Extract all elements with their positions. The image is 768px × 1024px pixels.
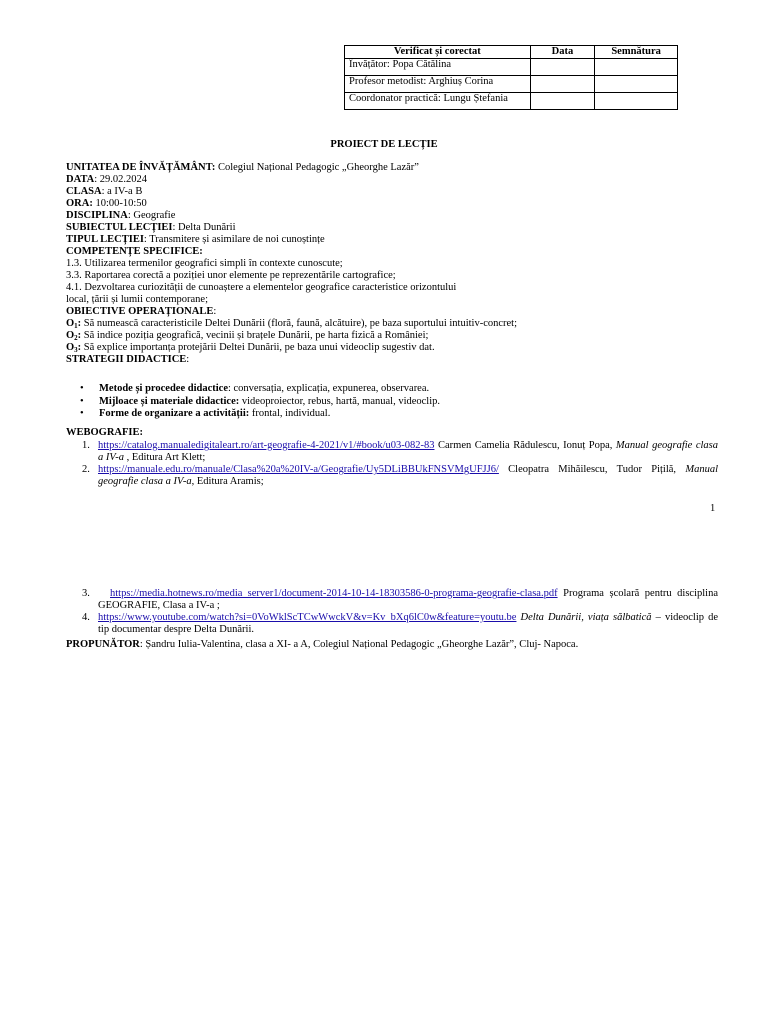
list-item: 3. https://media.hotnews.ro/media_server1/document-2014-10-14-18303586-0-programa-geografie-clasa.pdf Programa școlară pentru disciplina GEOGRAFIE, Clasa a IV-a ; (82, 588, 718, 611)
bullet-icon: • (80, 408, 84, 420)
section-heading: WEBOGRAFIE: (66, 427, 144, 438)
field-label: UNITATEA DE ÎNVĂȚĂMÂNT: (66, 162, 216, 173)
author-line: PROPUNĂTOR: Șandru Iulia-Valentina, clasa a XI- a A, Colegiul Național Pedagogic „Gheorghe Lazăr”, Cluj- Napoca. (66, 639, 579, 650)
field-tip (66, 234, 721, 246)
section-heading: STRATEGII DIDACTICE: (66, 354, 190, 365)
list-item: • Metode și procedee didactice: conversația, explicația, expunerea, observarea. (80, 383, 430, 394)
field-disciplina (66, 210, 721, 222)
reference-link[interactable]: https://manuale.edu.ro/manuale/Clasa%20a%20IV-a/Geografie/Uy5DLiBBUkFNSVMgUFJJ6/ (98, 464, 499, 475)
field-value: Colegiul Național Pedagogic „Gheorghe Lazăr” (215, 162, 419, 173)
item-number: 4. (82, 612, 90, 623)
competence-line: 4.1. Dezvoltarea curiozității de cunoaștere a elementelor geografice caracteristice orizontului (66, 282, 457, 293)
objective-item: $O_3$: Să explice importanța protejării Deltei Dunării, pe baza unui videoclip sugestiv dat. (66, 342, 435, 354)
field-value: : Delta Dunării (172, 222, 236, 233)
item-number: 3. (82, 588, 90, 599)
field-value: : a IV-a B (101, 186, 143, 197)
bullet-icon: • (80, 383, 84, 394)
objective-item: $O_2$: Să indice poziția geografică, vecinii și brațele Dunării, pe harta fizică a României; (66, 330, 429, 342)
page-title: PROIECT DE LECȚIE (330, 139, 438, 150)
reference-link[interactable]: https://www.youtube.com/watch?si=0VoWklScTCwWwckV&v=Kv_bXq6lC0w&feature=youtu.be (98, 612, 517, 623)
table-header-cell: Data (530, 46, 595, 59)
table-row (345, 93, 678, 110)
list-item: • Forme de organizare a activității: frontal, individual. (80, 408, 331, 420)
bullet-icon: • (80, 395, 84, 407)
field-subiect (66, 222, 721, 234)
section-heading: OBIECTIVE OPERAȚIONALE: (66, 306, 217, 317)
table-header-cell: Verificat și corectat (345, 46, 531, 59)
table-cell (530, 59, 595, 76)
strategies-list (66, 383, 706, 421)
competence-line: local, țării și lumii contemporane; (66, 294, 209, 305)
item-number: 1. (82, 440, 90, 451)
field-value: : Transmitere și asimilare de noi cunoștințe (143, 234, 325, 245)
table-cell (595, 76, 678, 93)
table-header-row (345, 46, 678, 59)
objective-item: $O_1$: Să numească caracteristicile Deltei Dunării (floră, faună, alcătuire), pe baza suportului intuitiv-concret; (66, 318, 518, 330)
field-value: : 29.02.2024 (94, 174, 147, 185)
field-ora (66, 198, 721, 210)
table-cell (530, 76, 595, 93)
field-label: DATA (66, 174, 95, 185)
table-cell (530, 93, 595, 110)
reference-link[interactable]: https://catalog.manualedigitaleart.ro/art-geografie-4-2021/v1/#book/u03-082-83 (98, 440, 435, 451)
table-cell: Învățător: Popa Cătălina (345, 59, 531, 76)
list-item: 2. https://manuale.edu.ro/manuale/Clasa%20a%20IV-a/Geografie/Uy5DLiBBUkFNSVMgUFJJ6/ Cleopatra Mihăilescu, Tudor Pițilă, Manual geografie clasa a IV-a, Editura Aramis; (82, 464, 718, 487)
item-number: 2. (82, 464, 90, 475)
list-item: 4. https://www.youtube.com/watch?si=0VoWklScTCwWwckV&v=Kv_bXq6lC0w&feature=youtu.be Delta Dunării, viața sălbatică – videoclip de tip documentar despre Delta Dunării. (82, 612, 719, 635)
table-cell: Coordonator practică: Lungu Ștefania (345, 93, 531, 110)
field-label: CLASA (66, 186, 102, 197)
table-header-cell: Semnătura (595, 46, 678, 59)
field-label: SUBIECTUL LECȚIEI (66, 222, 173, 233)
table-cell: Profesor metodist: Arghiuș Corina (345, 76, 531, 93)
list-item: • Mijloace și materiale didactice: videoproiector, rebus, hartă, manual, videoclip. (80, 395, 441, 407)
field-value: : Geografie (127, 210, 176, 221)
field-label: DISCIPLINA (66, 210, 128, 221)
list-item: 1. https://catalog.manualedigitaleart.ro/art-geografie-4-2021/v1/#book/u03-082-83 Carmen Camelia Rădulescu, Ionuț Popa, Manual geografie clasa a IV-a , Editura Art Klett; (82, 440, 718, 463)
table-cell (595, 93, 678, 110)
webography-list-continued (66, 588, 718, 636)
table-row (345, 76, 678, 93)
competence-line: 1.3. Utilizarea termenilor geografici simpli în contexte cunoscute; (66, 258, 343, 269)
field-label: TIPUL LECȚIEI (66, 234, 144, 245)
field-data (66, 174, 721, 186)
competence-line: 3.3. Raportarea corectă a poziției unor elemente pe reprezentările cartografice; (66, 270, 396, 281)
webography-list (66, 440, 718, 488)
lesson-fields (66, 162, 721, 366)
field-value: 10:00-10:50 (92, 198, 147, 209)
verification-table (344, 45, 678, 110)
section-heading: COMPETENȚE SPECIFICE: (66, 246, 203, 257)
table-cell (595, 59, 678, 76)
field-clasa (66, 186, 721, 198)
field-label: ORA: (66, 198, 93, 209)
reference-link[interactable]: https://media.hotnews.ro/media_server1/document-2014-10-14-18303586-0-programa-geografie-clasa.pdf (110, 588, 558, 599)
field-unitate (66, 162, 721, 174)
page-number: 1 (710, 503, 716, 514)
table-row (345, 59, 678, 76)
